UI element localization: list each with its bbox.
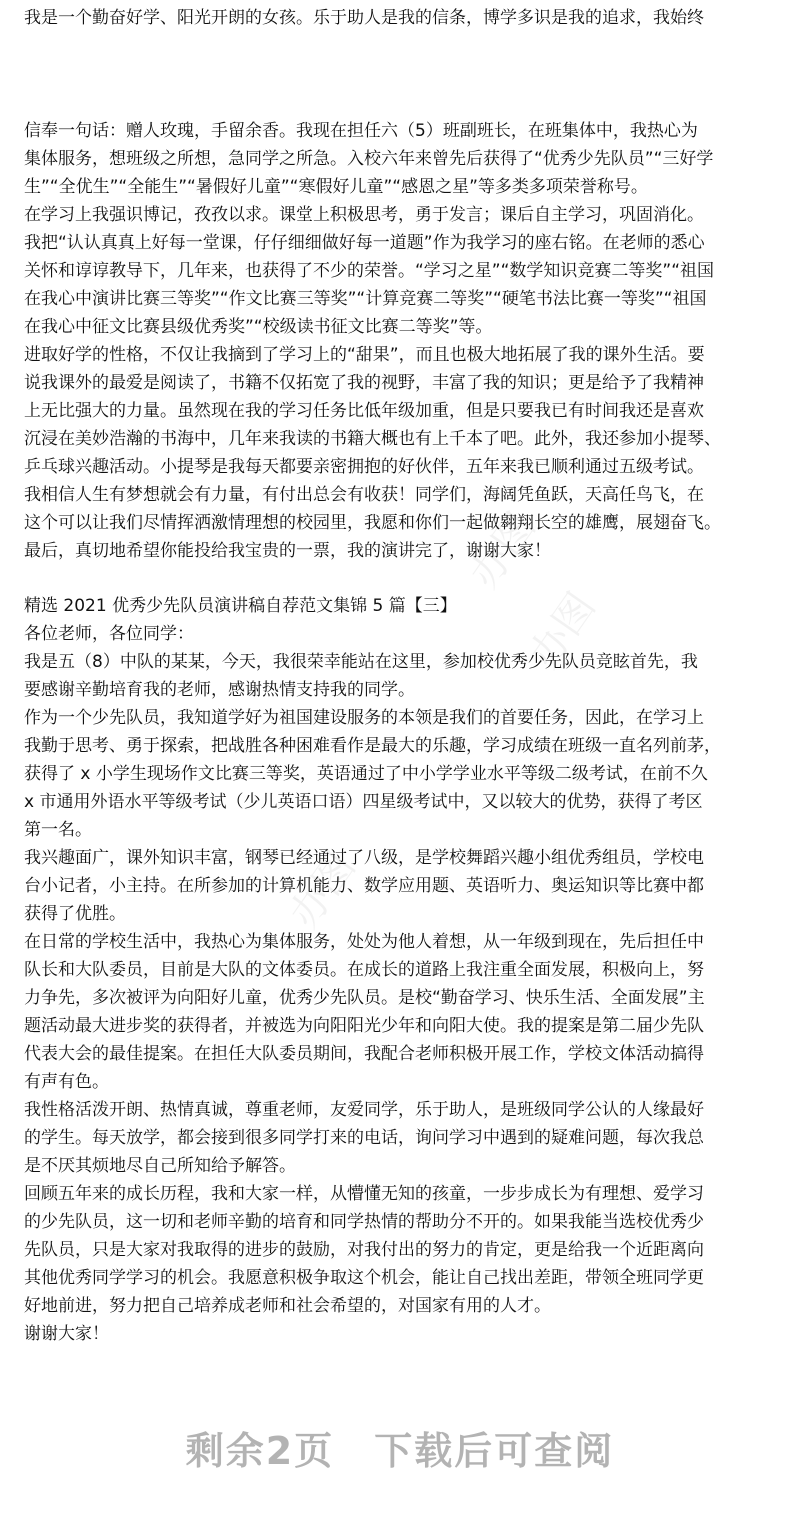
remaining-pages-label: 剩余2页 <box>185 1429 335 1473</box>
text-line: 这个可以让我们尽情挥洒激情理想的校园里，我愿和你们一起做翱翔长空的雄鹰，展翅奋飞。 <box>24 513 721 533</box>
text-line: 台小记者，小主持。在所参加的计算机能力、数学应用题、英语听力、奥运知识等比赛中都 <box>24 876 704 896</box>
text-line: 获得了 x 小学生现场作文比赛三等奖，英语通过了中小学学业水平等级二级考试，在前不久 <box>24 764 708 784</box>
text-line: 最后，真切地希望你能投给我宝贵的一票，我的演讲完了，谢谢大家！ <box>24 541 551 561</box>
text-line: 说我课外的最爱是阅读了，书籍不仅拓宽了我的视野，丰富了我的知识；更是给予了我精神 <box>24 373 704 393</box>
text-line: 我兴趣面广，课外知识丰富，钢琴已经通过了八级，是学校舞蹈兴趣小组优秀组员，学校电 <box>24 848 704 868</box>
text-line: 我是五（8）中队的某某，今天，我很荣幸能站在这里，参加校优秀少先队员竞眩首先，我 <box>24 652 698 672</box>
text-line: 第一名。 <box>24 820 92 840</box>
text-line: 先队员，只是大家对我取得的进步的鼓励，对我付出的努力的肯定，更是给我一个近距离向 <box>24 1240 704 1260</box>
text-line: 是不厌其烦地尽自己所知给予解答。 <box>24 1156 296 1176</box>
text-line: x 市通用外语水平等级考试（少儿英语口语）四星级考试中，又以较大的优势，获得了考区 <box>24 792 703 812</box>
text-line: 有声有色。 <box>24 1072 109 1092</box>
text-line: 我是一个勤奋好学、阳光开朗的女孩。乐于助人是我的信条，博学多识是我的追求，我始终 <box>24 8 704 28</box>
text-line: 作为一个少先队员，我知道学好为祖国建设服务的本领是我们的首要任务，因此，在学习上 <box>24 708 704 728</box>
watermark: 办图 <box>521 584 605 677</box>
text-line: 其他优秀同学学习的机会。我愿意积极争取这个机会，能让自己找出差距，带领全班同学更 <box>24 1268 704 1288</box>
text-line: 在我心中征文比赛县级优秀奖”“校级读书征文比赛二等奖”等。 <box>24 317 493 337</box>
text-line: 队长和大队委员，目前是大队的文体委员。在成长的道路上我注重全面发展，积极向上，努 <box>24 960 704 980</box>
text-line: 在日常的学校生活中，我热心为集体服务，处处为他人着想，从一年级到现在，先后担任中 <box>24 932 704 952</box>
text-line: 信奉一句话：赠人玫瑰，手留余香。我现在担任六（5）班副班长，在班集体中，我热心为 <box>24 121 698 141</box>
text-line: 关怀和谆谆教导下，几年来，也获得了不少的荣誉。“学习之星”“数学知识竞赛二等奖”“祖国 <box>24 261 715 281</box>
text-line: 沉浸在美妙浩瀚的书海中，几年来我读的书籍大概也有上千本了吧。此外，我还参加小提琴、 <box>24 429 721 449</box>
text-line: 的学生。每天放学，都会接到很多同学打来的电话，询问学习中遇到的疑难问题，每次我总 <box>24 1128 704 1148</box>
text-line: 我相信人生有梦想就会有力量，有付出总会有收获！同学们，海阔凭鱼跃，天高任鸟飞，在 <box>24 485 704 505</box>
text-line: 乒乓球兴趣活动。小提琴是我每天都要亲密拥抱的好伙伴，五年来我已顺利通过五级考试。 <box>24 457 704 477</box>
watermark: 办图 <box>461 504 545 597</box>
text-line: 代表大会的最佳提案。在担任大队委员期间，我配合老师积极开展工作，学校文体活动搞得 <box>24 1044 704 1064</box>
text-line: 我性格活泼开朗、热情真诚，尊重老师，友爱同学，乐于助人，是班级同学公认的人缘最好 <box>24 1100 704 1120</box>
download-prompt[interactable] <box>0 1420 800 1475</box>
text-line: 谢谢大家！ <box>24 1324 109 1344</box>
text-line: 进取好学的性格，不仅让我摘到了学习上的“甜果”，而且也极大地拓展了我的课外生活。要 <box>24 345 705 365</box>
text-line: 各位老师，各位同学： <box>24 624 194 644</box>
download-to-view-label: 下载后可查阅 <box>374 1429 615 1473</box>
text-line: 题活动最大进步奖的获得者，并被选为向阳阳光少年和向阳大使。我的提案是第二届少先队 <box>24 1016 704 1036</box>
text-line: 好地前进，努力把自己培养成老师和社会希望的，对国家有用的人才。 <box>24 1296 551 1316</box>
section-heading: 精选 2021 优秀少先队员演讲稿自荐范文集锦 5 篇【三】 <box>24 596 457 616</box>
text-line: 获得了优胜。 <box>24 904 126 924</box>
text-line: 回顾五年来的成长历程，我和大家一样，从懵懂无知的孩童，一步步成长为有理想、爱学习 <box>24 1184 704 1204</box>
text-line: 力争先，多次被评为向阳好儿童，优秀少先队员。是校“勤奋学习、快乐生活、全面发展”主 <box>24 988 705 1008</box>
watermark: 办图 <box>281 844 365 937</box>
text-line: 我勤于思考、勇于探索，把战胜各种困难看作是最大的乐趣，学习成绩在班级一直名列前茅， <box>24 736 721 756</box>
text-line: 集体服务，想班级之所想，急同学之所急。入校六年来曾先后获得了“优秀少先队员”“三好学 <box>24 149 714 169</box>
text-line: 在学习上我强识博记，孜孜以求。课堂上积极思考，勇于发言；课后自主学习，巩固消化。 <box>24 205 704 225</box>
text-line: 在我心中演讲比赛三等奖”“作文比赛三等奖”“计算竞赛二等奖”“硬笔书法比赛一等奖”“祖国 <box>24 289 707 309</box>
text-line: 上无比强大的力量。虽然现在我的学习任务比低年级加重，但是只要我已有时间我还是喜欢 <box>24 401 704 421</box>
text-line: 的少先队员，这一切和老师辛勤的培育和同学热情的帮助分不开的。如果我能当选校优秀少 <box>24 1212 704 1232</box>
text-line: 生”“全优生”“全能生”“暑假好儿童”“寒假好儿童”“感恩之星”等多类多项荣誉称号。 <box>24 177 648 197</box>
text-line: 要感谢辛勤培育我的老师，感谢热情支持我的同学。 <box>24 680 415 700</box>
text-line: 我把“认认真真上好每一堂课，仔仔细细做好每一道题”作为我学习的座右铭。在老师的悉心 <box>24 233 705 253</box>
